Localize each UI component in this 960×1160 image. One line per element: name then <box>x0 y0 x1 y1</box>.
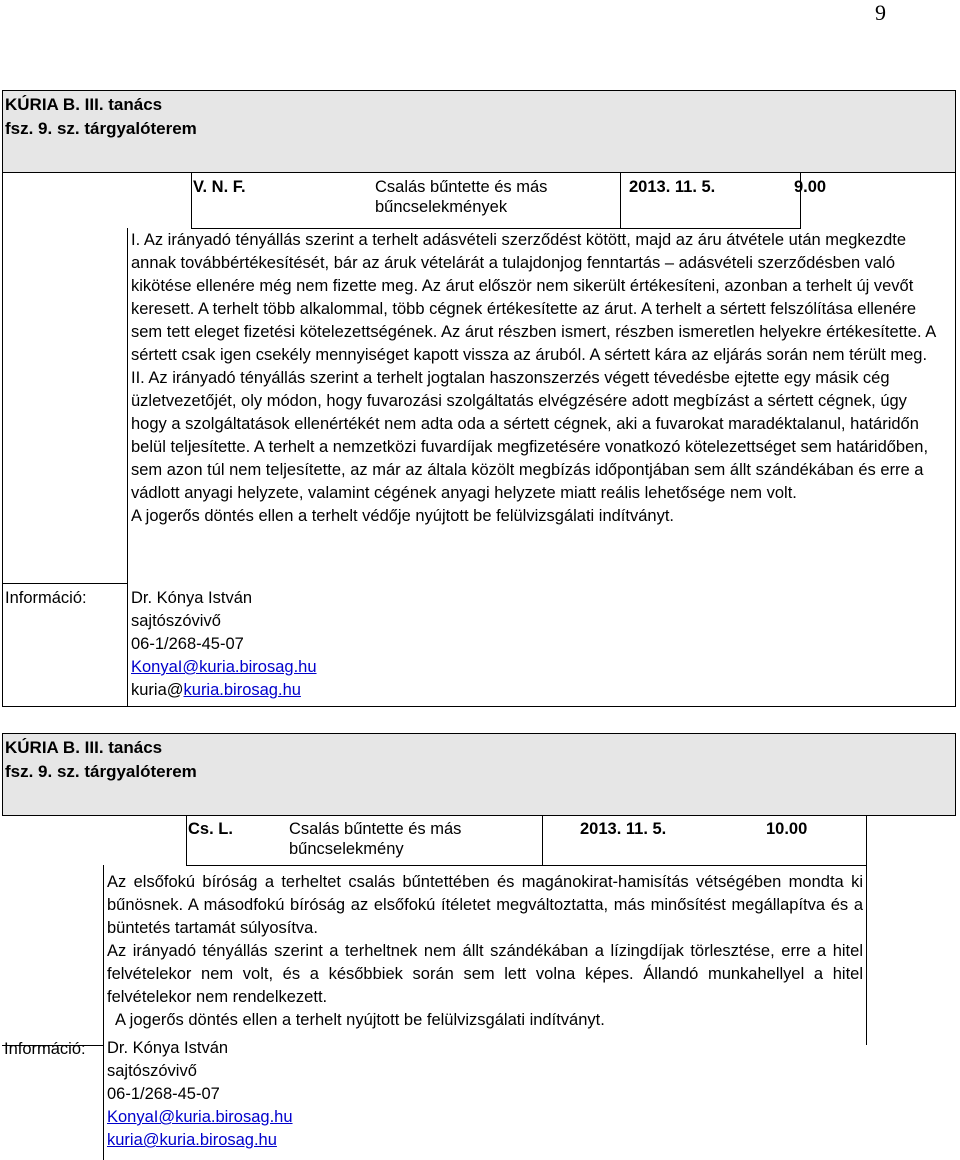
case1-header <box>2 90 956 173</box>
case2-body <box>107 871 863 1032</box>
case2-paragraph: A jogerős döntés ellen a terhelt nyújtott be felülvizsgálati indítványt. <box>115 1011 605 1029</box>
case2-date: 2013. 11. 5. <box>580 820 667 838</box>
case1-paragraph: II. Az irányadó tényállás szerint a terhelt jogtalan haszonszerzés végett tévedésbe ejtette egy másik cég üzletvezetőjét, oly módon, hogy fuvarozási szolgáltatás elvégzésére adott megbízást a sértett cégnek, úgy hogy a szolgáltatások ellenértékét nem adta oda a sértett cégnek, aki a fuvarokat maradéktalanul, határidőn belül teljesítette. A terhelt a nemzetközi fuvardíjak megfizetésére vonatkozó kötelezettséget sem határidőben, sem azon túl nem teljesítette, az már az általa közölt megbízás időpontjában sem állt szándékában és erre a vádlott anyagi helyzete, valamint cégének anyagi helyzete miatt reális lehetősége nem volt. <box>131 369 929 502</box>
contact-phone: 06-1/268-45-07 <box>131 635 244 653</box>
case1-date: 2013. 11. 5. <box>629 178 716 196</box>
case1-paragraph: A jogerős döntés ellen a terhelt védője nyújtott be felülvizsgálati indítványt. <box>131 507 675 525</box>
contact-email-prefix: kuria@ <box>131 681 184 699</box>
case2-defendant: Cs. L. <box>188 820 233 838</box>
case2-charge: Csalás bűntette és más bűncselekmény <box>289 820 462 858</box>
case1-defendant: V. N. F. <box>193 178 246 196</box>
case1-charge: Csalás bűntette és más bűncselekmények <box>375 178 548 216</box>
contact-name: Dr. Kónya István <box>131 589 253 607</box>
case2-header <box>2 733 956 816</box>
case2-info-label: Információ: <box>4 1040 86 1058</box>
case1-court: KÚRIA B. III. tanács <box>5 95 163 114</box>
case2-paragraph: Az irányadó tényállás szerint a terheltnek nem állt szándékában a lízingdíjak törlesztése, erre a hitel felvételekor nem volt, és a későbbiek során sem lett volna képes. Állandó munkahellyel a hitel felvételekor nem rendelkezett. <box>107 942 863 1006</box>
contact-role: sajtószóvivő <box>131 612 221 630</box>
contact-email-link[interactable]: KonyaI@kuria.birosag.hu <box>107 1108 293 1126</box>
case1-body <box>131 229 946 528</box>
case2-court: KÚRIA B. III. tanács <box>5 738 163 757</box>
case2-contact <box>107 1037 293 1152</box>
case2-time: 10.00 <box>766 820 808 838</box>
case2-table <box>2 815 956 1160</box>
contact-email-link[interactable]: KonyaI@kuria.birosag.hu <box>131 658 317 676</box>
case1-time: 9.00 <box>794 178 827 196</box>
case1-table <box>2 172 956 707</box>
contact-role: sajtószóvivő <box>107 1062 197 1080</box>
case1-info-label: Információ: <box>5 589 87 607</box>
contact-email-domain-link[interactable]: kuria.birosag.hu <box>183 681 301 699</box>
case2-paragraph: Az elsőfokú bíróság a terheltet csalás bűntettében és magánokirat-hamisítás vétségében mondta ki bűnösnek. A másodfokú bíróság az elsőfokú ítéletet megváltoztatta, más minősítést megállapítva és a büntetés tartamát súlyosítva. <box>107 873 863 937</box>
case2-room: fsz. 9. sz. tárgyalóterem <box>5 762 197 781</box>
contact-name: Dr. Kónya István <box>107 1039 229 1057</box>
contact-email-link[interactable]: kuria@kuria.birosag.hu <box>107 1131 277 1149</box>
contact-phone: 06-1/268-45-07 <box>107 1085 220 1103</box>
page-number: 9 <box>875 0 886 25</box>
case1-contact <box>131 587 317 702</box>
case1-paragraph: I. Az irányadó tényállás szerint a terhelt adásvételi szerződést kötött, majd az áru átvétele után megkezdte annak továbbértékesítését, bár az áruk vételárát a tulajdonjog fenntartás – adásvételi szerződésben való kikötése ellenére még nem fizette meg. Az árut először nem sikerült értékesíteni, azonban a terhelt új vevőt keresett. A terhelt több alkalommal, több cégnek értékesítette az árut. A terhelt a sértett felszólítása ellenére sem tett eleget fizetési kötelezettségének. Az árut részben ismert, részben ismeretlen helyekre értékesítette. A sértett csak igen csekély mennyiséget kapott vissza az áruból. A sértett kára az eljárás során nem térült meg. <box>131 231 936 364</box>
case1-room: fsz. 9. sz. tárgyalóterem <box>5 119 197 138</box>
